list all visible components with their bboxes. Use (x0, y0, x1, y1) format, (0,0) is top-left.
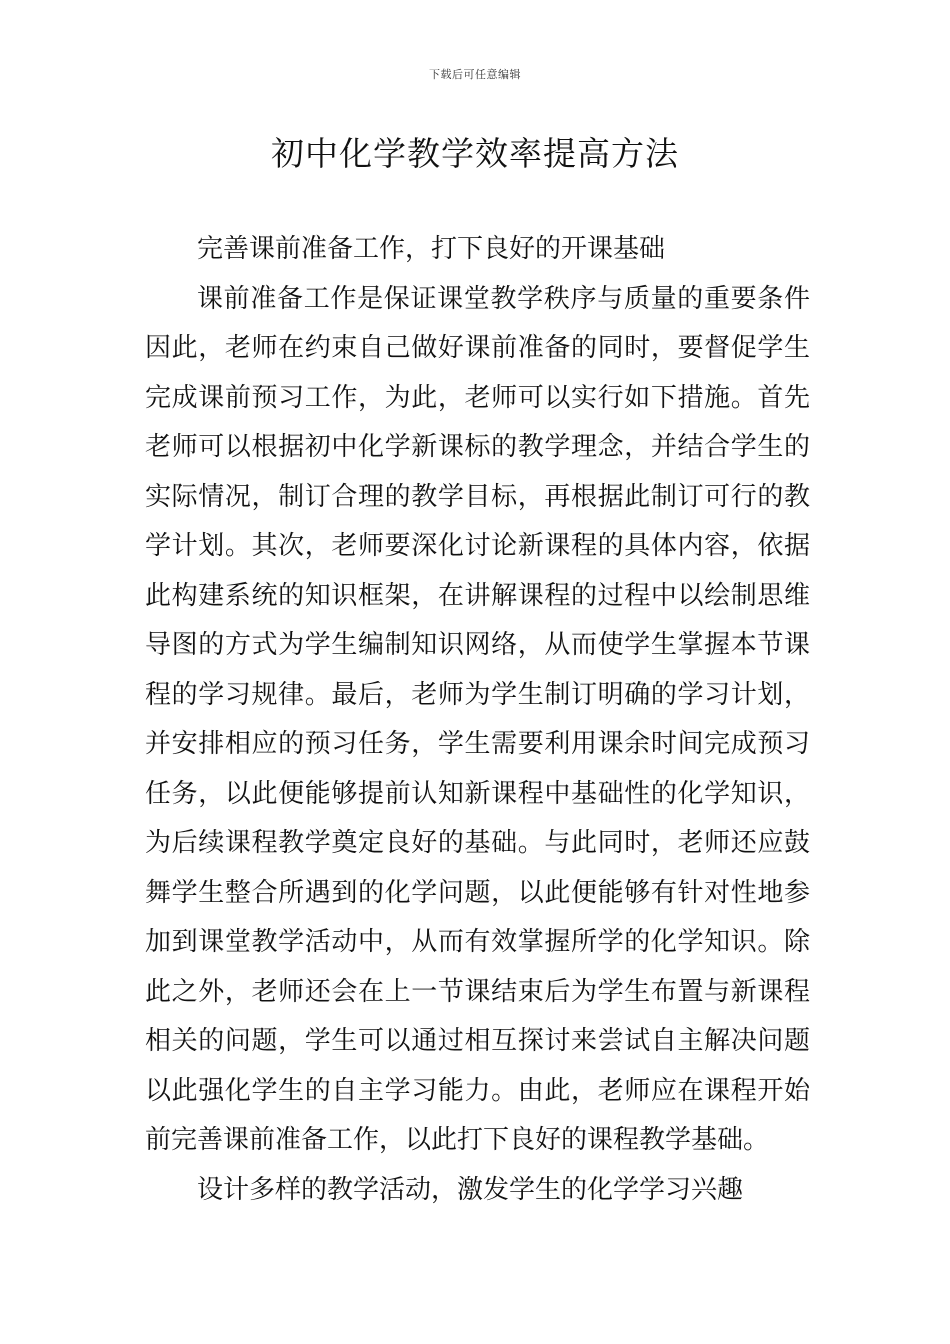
section-heading-1: 完善课前准备工作，打下良好的开课基础 (197, 234, 666, 264)
section-heading-2: 设计多样的教学活动，激发学生的化学学习兴趣 (197, 1174, 744, 1205)
document-title: 初中化学教学效率提高方法 (271, 134, 679, 173)
body-paragraph: 课前准备工作是保证课堂教学秩序与质量的重要条件因此，老师在约束自己做好课前准备的同时，要督促学生完成课前预习工作，为此，老师可以实行如下措施。首先老师可以根据初中化学新课标的教学理念，并结合学生的实际情况，制订合理的教学目标，再根据此制订可行的教学计划。其次，老师要深化讨论新课程的具体内容，依据此构建系统的知识框架，在讲解课程的过程中以绘制思维导图的方式为学生编制知识网络，从而使学生掌握本节课程的学习规律。最后，老师为学生制订明确的学习计划，并安排相应的预习任务，学生需要利用课余时间完成预习任务，以此便能够提前认知新课程中基础性的化学知识，为后续课程教学奠定良好的基础。与此同时，老师还应鼓舞学生整合所遇到的化学问题，以此便能够有针对性地参加到课堂教学活动中，从而有效掌握所学的化学知识。除此之外，老师还会在上一节课结束后为学生布置与新课程相关的问题，学生可以通过相互探讨来尝试自主解决问题以此强化学生的自主学习能力。由此，老师应在课程开始前完善课前准备工作，以此打下良好的课程教学基础。 (145, 283, 810, 1155)
document-body (145, 225, 810, 1215)
header-note: 下载后可任意编辑 (429, 68, 521, 81)
